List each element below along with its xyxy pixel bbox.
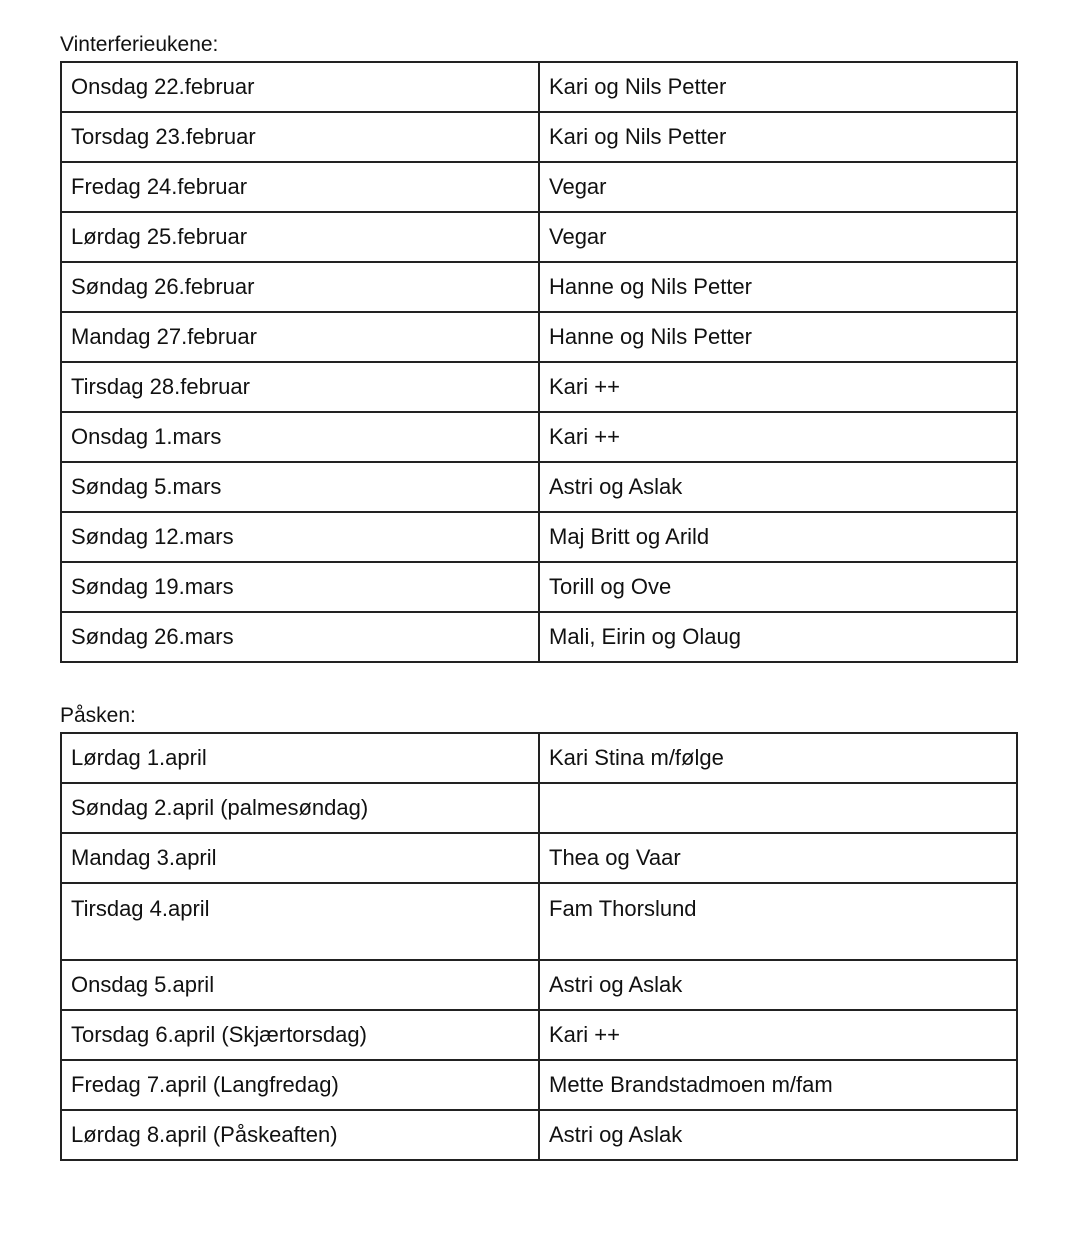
day-cell: Torsdag 6.april (Skjærtorsdag) [61, 1010, 539, 1060]
table-row [61, 1010, 1017, 1060]
day-cell: Fredag 24.februar [61, 162, 539, 212]
table-row [61, 462, 1017, 512]
day-cell: Søndag 26.februar [61, 262, 539, 312]
day-cell: Lørdag 25.februar [61, 212, 539, 262]
person-cell: Vegar [539, 212, 1017, 262]
person-cell: Astri og Aslak [539, 462, 1017, 512]
table-row [61, 412, 1017, 462]
day-cell: Søndag 12.mars [61, 512, 539, 562]
person-cell: Kari ++ [539, 412, 1017, 462]
day-cell: Søndag 5.mars [61, 462, 539, 512]
day-cell: Mandag 27.februar [61, 312, 539, 362]
table-row [61, 1110, 1017, 1160]
schedule-table-vinterferie [60, 61, 1018, 663]
person-cell: Kari Stina m/følge [539, 733, 1017, 783]
table-row [61, 733, 1017, 783]
person-cell: Fam Thorslund [539, 883, 1017, 960]
person-cell: Kari og Nils Petter [539, 112, 1017, 162]
person-cell: Astri og Aslak [539, 1110, 1017, 1160]
day-cell: Tirsdag 28.februar [61, 362, 539, 412]
day-cell: Lørdag 8.april (Påskeaften) [61, 1110, 539, 1160]
table-row [61, 833, 1017, 883]
day-cell: Søndag 19.mars [61, 562, 539, 612]
person-cell: Maj Britt og Arild [539, 512, 1017, 562]
table-row [61, 512, 1017, 562]
table-row [61, 312, 1017, 362]
person-cell: Hanne og Nils Petter [539, 312, 1017, 362]
schedule-table-pasken [60, 732, 1018, 1161]
day-cell: Onsdag 1.mars [61, 412, 539, 462]
person-cell: Kari og Nils Petter [539, 62, 1017, 112]
table-row [61, 62, 1017, 112]
person-cell: Hanne og Nils Petter [539, 262, 1017, 312]
table-row [61, 212, 1017, 262]
person-cell: Vegar [539, 162, 1017, 212]
person-cell: Thea og Vaar [539, 833, 1017, 883]
person-cell: Astri og Aslak [539, 960, 1017, 1010]
table-row [61, 262, 1017, 312]
person-cell: Mette Brandstadmoen m/fam [539, 1060, 1017, 1110]
person-cell: Kari ++ [539, 1010, 1017, 1060]
table-row [61, 362, 1017, 412]
table-row [61, 612, 1017, 662]
table-row [61, 112, 1017, 162]
day-cell: Tirsdag 4.april [61, 883, 539, 960]
table-row [61, 960, 1017, 1010]
table-row [61, 883, 1017, 960]
section-title-pasken: Påsken: [60, 704, 136, 727]
section-title-vinterferie: Vinterferieukene: [60, 33, 219, 56]
person-cell: Mali, Eirin og Olaug [539, 612, 1017, 662]
table-row [61, 783, 1017, 833]
day-cell: Mandag 3.april [61, 833, 539, 883]
table-row [61, 1060, 1017, 1110]
person-cell [539, 783, 1017, 833]
day-cell: Torsdag 23.februar [61, 112, 539, 162]
day-cell: Onsdag 22.februar [61, 62, 539, 112]
day-cell: Fredag 7.april (Langfredag) [61, 1060, 539, 1110]
day-cell: Onsdag 5.april [61, 960, 539, 1010]
person-cell: Kari ++ [539, 362, 1017, 412]
person-cell: Torill og Ove [539, 562, 1017, 612]
day-cell: Lørdag 1.april [61, 733, 539, 783]
day-cell: Søndag 2.april (palmesøndag) [61, 783, 539, 833]
table-row [61, 162, 1017, 212]
day-cell: Søndag 26.mars [61, 612, 539, 662]
table-row [61, 562, 1017, 612]
